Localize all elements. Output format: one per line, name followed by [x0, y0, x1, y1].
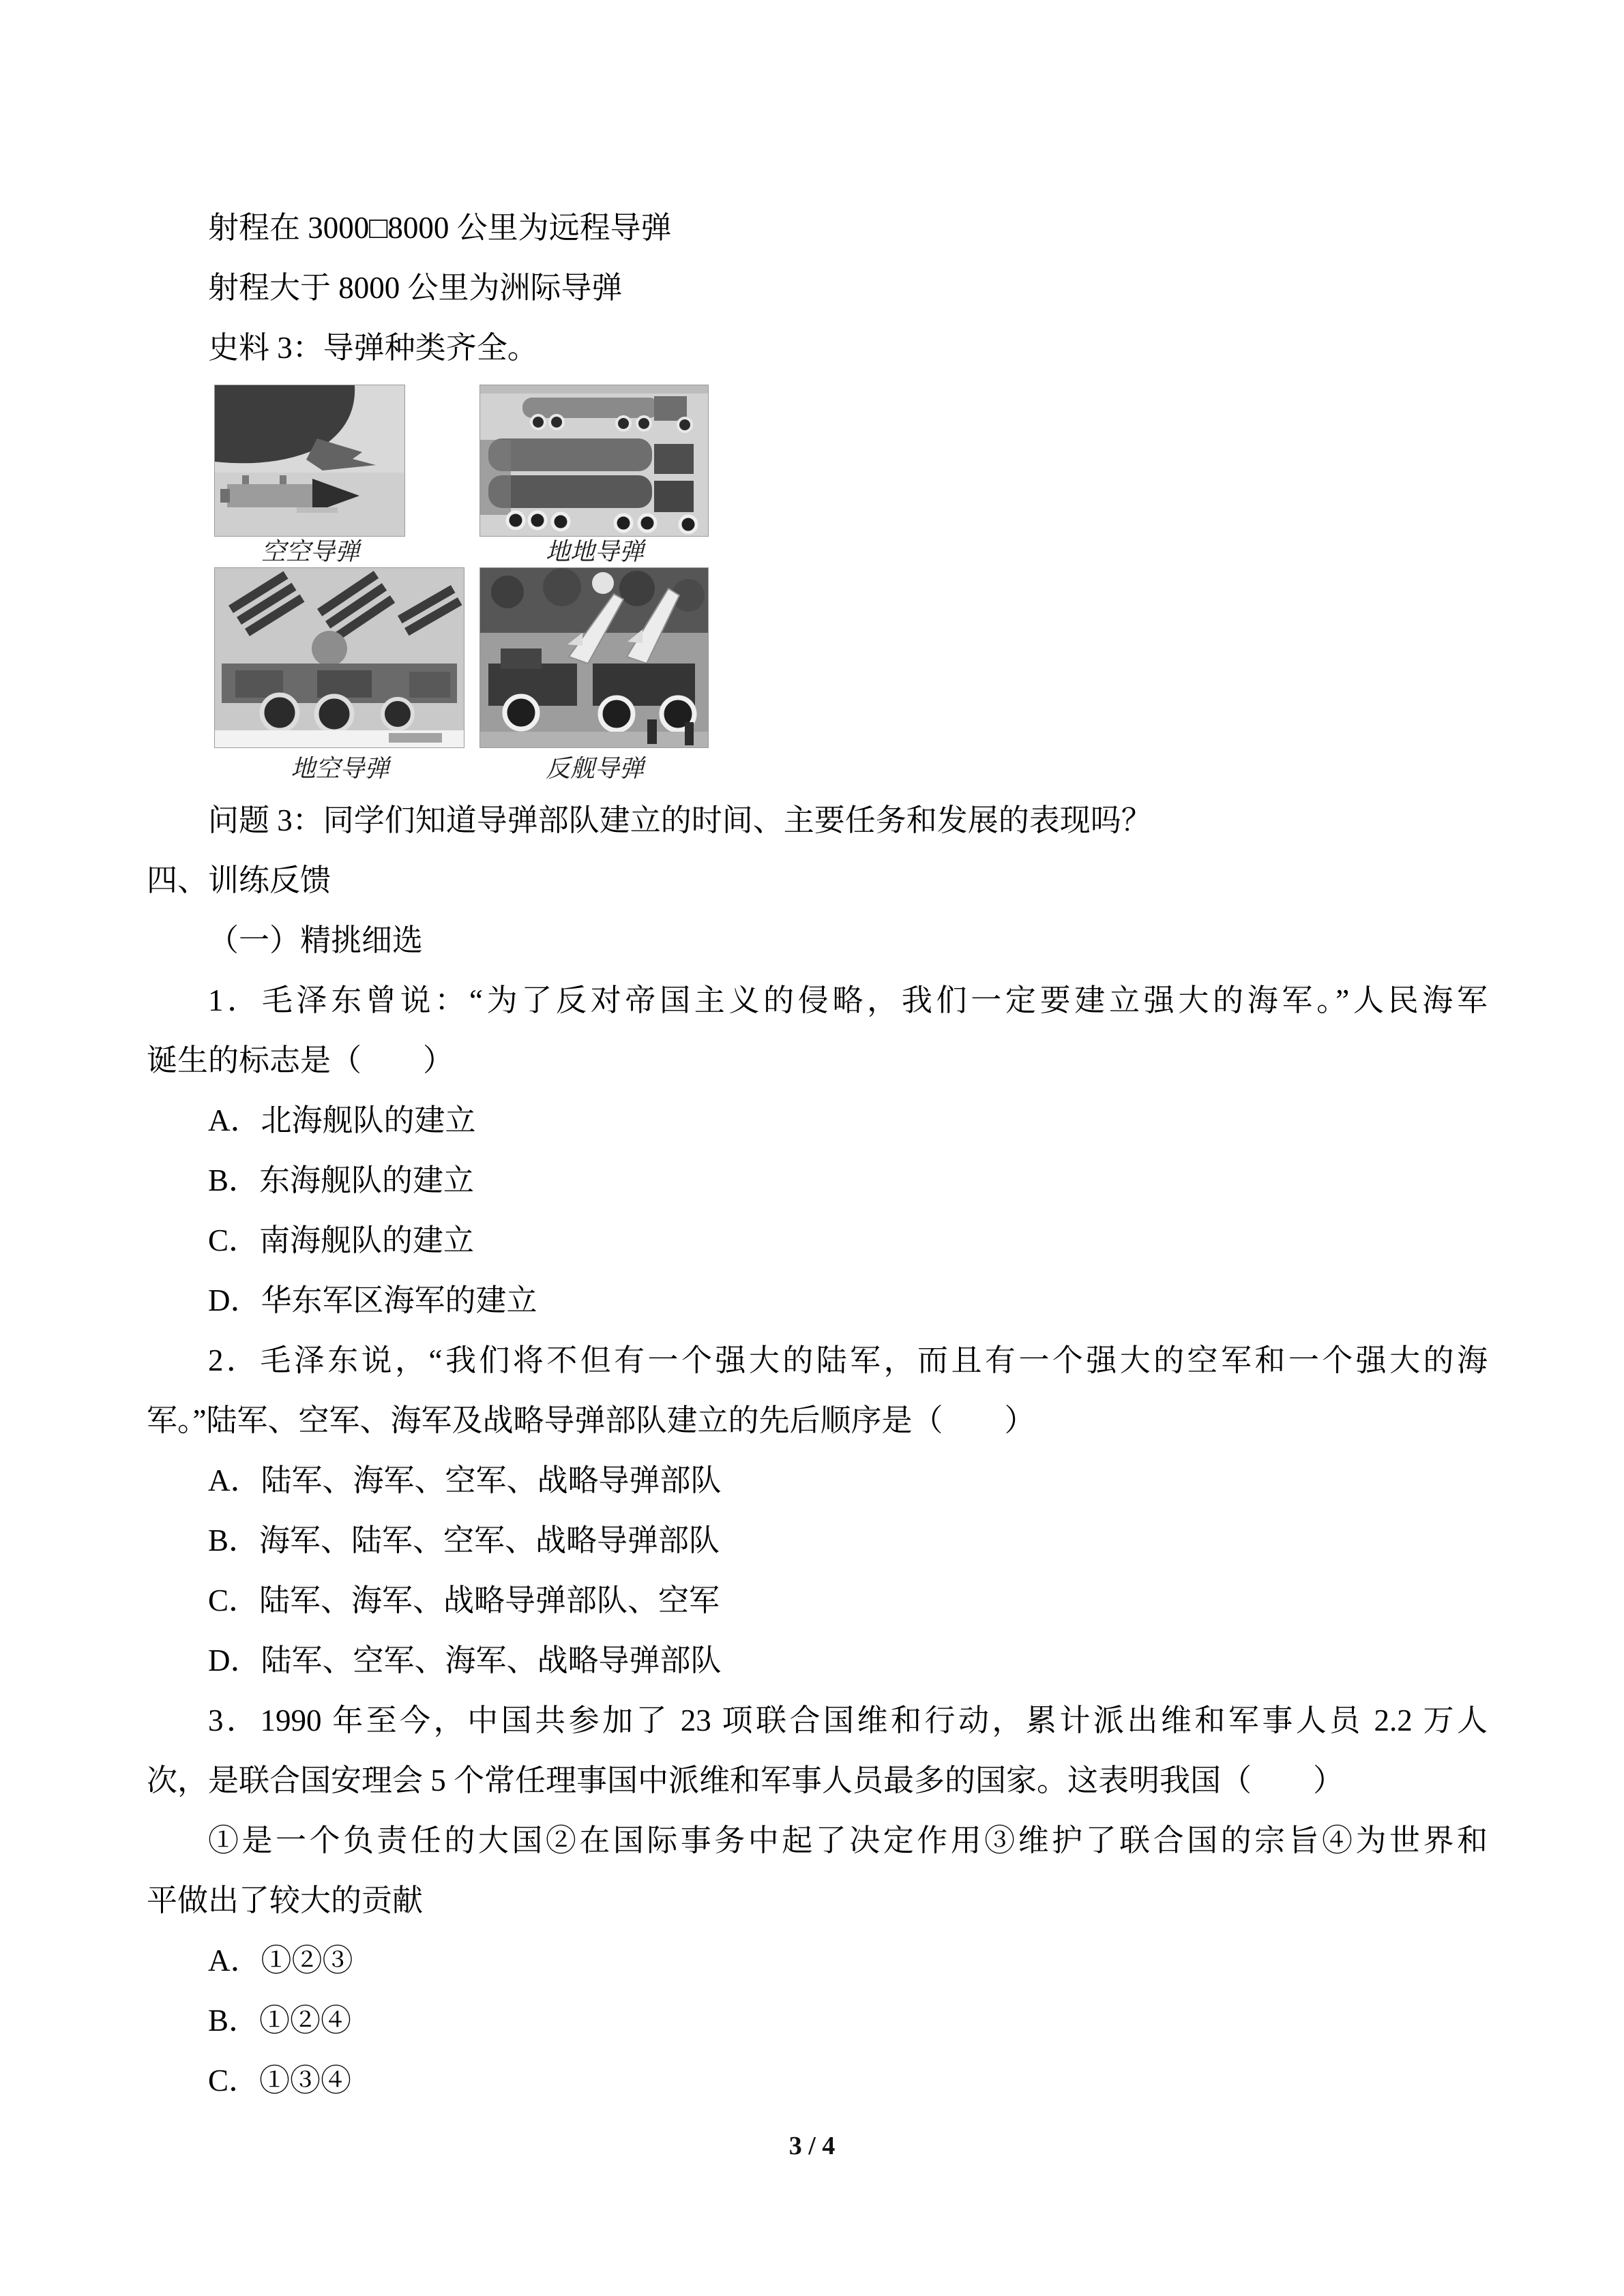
air-to-air-missile-illustration	[215, 385, 405, 537]
question-3-option-c: C．①③④	[208, 2063, 352, 2098]
figure-caption-surface-to-surface: 地地导弹	[545, 538, 644, 565]
subsection-heading-multiple-choice: （一）精挑细选	[208, 923, 424, 957]
surface-to-air-missile-photo	[214, 567, 464, 748]
question-3-option-b: B．①②④	[208, 2003, 352, 2038]
question-2-option-a: A．陆军、海军、空军、战略导弹部队	[208, 1463, 722, 1497]
anti-ship-missile-illustration	[480, 568, 709, 748]
question-1-option-b: B．东海舰队的建立	[208, 1163, 475, 1197]
question-1-stem-line-1: 1．毛泽东曾说：“为了反对帝国主义的侵略，我们一定要建立强大的海军。”人民海军	[208, 983, 1488, 1017]
figure-caption-surface-to-air: 地空导弹	[291, 755, 389, 782]
missile-figures-grid	[214, 385, 1488, 784]
question-2-option-c: C．陆军、海军、战略导弹部队、空军	[208, 1583, 720, 1617]
question-3-stem-line-1: 3．1990 年至今，中国共参加了 23 项联合国维和行动，累计派出维和军事人员 2.2 万人	[208, 1703, 1488, 1738]
figure-surface-to-air-missile	[214, 567, 466, 784]
figure-row-2	[214, 567, 1488, 784]
surface-to-surface-missile-illustration	[480, 385, 709, 537]
paragraph-range-intercontinental: 射程大于 8000 公里为洲际导弹	[208, 271, 623, 305]
question-1-option-a: A．北海舰队的建立	[208, 1103, 476, 1137]
paragraph-shiliao-3: 史料 3：导弹种类齐全。	[208, 331, 538, 365]
question-2-option-b: B．海军、陆军、空军、战略导弹部队	[208, 1523, 720, 1557]
figure-anti-ship-missile	[479, 567, 710, 784]
figure-row-1	[214, 385, 1488, 567]
question-3-statements-line-2: 平做出了较大的贡献	[147, 1883, 424, 1918]
question-1-stem-line-2: 诞生的标志是（ ）	[147, 1043, 454, 1077]
figure-surface-to-surface-missile	[479, 385, 710, 567]
air-to-air-missile-photo	[214, 385, 405, 537]
surface-to-air-missile-illustration	[215, 568, 464, 748]
question-2-option-d: D．陆军、空军、海军、战略导弹部队	[208, 1643, 722, 1678]
section-heading-training-feedback: 四、训练反馈	[147, 863, 331, 897]
question-3-stem-line-2: 次，是联合国安理会 5 个常任理事国中派维和军事人员最多的国家。这表明我国（ ）	[147, 1763, 1344, 1798]
figure-air-to-air-missile	[214, 385, 407, 567]
anti-ship-missile-photo	[479, 567, 709, 748]
question-2-stem-line-2: 军。”陆军、空军、海军及战略导弹部队建立的先后顺序是（ ）	[147, 1403, 1035, 1437]
paragraph-question3-prompt: 问题 3：同学们知道导弹部队建立的时间、主要任务和发展的表现吗？	[208, 803, 1152, 837]
page-number: 3 / 4	[788, 2132, 836, 2160]
paragraph-range-far: 射程在 3000□8000 公里为远程导弹	[208, 211, 672, 245]
question-1-option-c: C．南海舰队的建立	[208, 1223, 475, 1257]
question-3-option-a: A．①②③	[208, 1943, 353, 1978]
figure-caption-air-to-air: 空空导弹	[261, 538, 359, 565]
question-2-stem-line-1: 2．毛泽东说，“我们将不但有一个强大的陆军，而且有一个强大的空军和一个强大的海	[208, 1343, 1488, 1377]
surface-to-surface-missile-photo	[479, 385, 709, 537]
figure-caption-anti-ship: 反舰导弹	[545, 755, 644, 782]
question-3-statements-line-1: ①是一个负责任的大国②在国际事务中起了决定作用③维护了联合国的宗旨④为世界和	[208, 1823, 1488, 1858]
question-1-option-d: D．华东军区海军的建立	[208, 1283, 537, 1317]
